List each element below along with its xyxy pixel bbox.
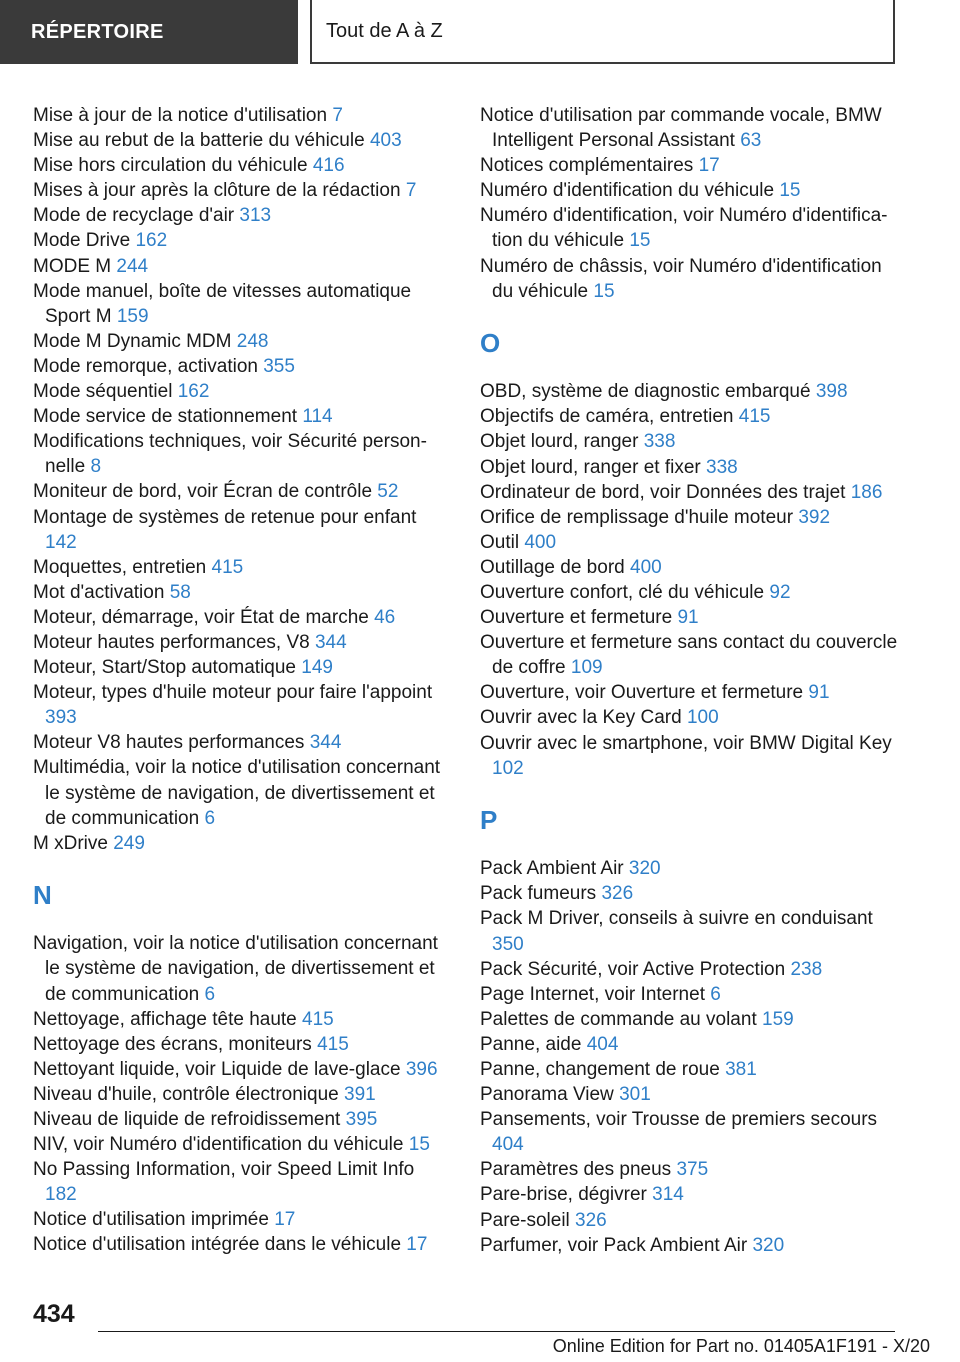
index-entry (33, 479, 448, 504)
index-entry-text: Outil (480, 531, 520, 553)
index-entry (480, 731, 900, 781)
index-entry-text: Pack fumeurs (480, 883, 597, 905)
section-tab: RÉPERTOIRE (0, 0, 298, 64)
page-reference-link[interactable]: 396 (405, 1058, 438, 1080)
index-entry-text: Pack Ambient Air (480, 858, 624, 880)
index-entry (33, 329, 448, 354)
index-entry (33, 680, 448, 730)
page-reference-link[interactable]: 404 (492, 1134, 524, 1156)
index-entry (33, 831, 448, 856)
page-reference-link[interactable]: 400 (630, 556, 662, 578)
index-entry (480, 1057, 900, 1082)
index-entry (33, 931, 448, 1006)
page-reference-link[interactable]: 326 (601, 883, 634, 905)
page-reference-link[interactable]: 17 (274, 1209, 296, 1231)
index-entry-text: Notice d'utilisation intégrée dans le véhicule (33, 1234, 402, 1256)
index-entry-text: No Passing Information, voir Speed Limit Info (33, 1159, 415, 1181)
index-entry (33, 1007, 448, 1032)
index-entry-text: Modifications techniques, voir Sécurité personnelle (33, 431, 427, 478)
page-reference-link[interactable]: 162 (177, 381, 210, 403)
index-entry-text: Panorama View (480, 1084, 614, 1106)
index-entry-text: Mise à jour de la notice d'utilisation (33, 105, 328, 126)
index-entry-text: Mise au rebut de la batterie du véhicule (33, 130, 365, 152)
index-entry (33, 755, 448, 830)
page-reference-link[interactable]: 415 (302, 1008, 334, 1030)
page-reference-link[interactable]: 375 (676, 1159, 709, 1181)
chapter-title: Tout de A à Z (310, 0, 895, 64)
page-reference-link[interactable]: 244 (116, 255, 149, 277)
index-entry-text: Nettoyant liquide, voir Liquide de lave-glace (33, 1058, 401, 1080)
index-entry (480, 1082, 900, 1107)
index-entry-text: Multimédia, voir la notice d'utilisation concernant le système de navigation, de divertissement et de communication (33, 757, 441, 829)
page-reference-link[interactable]: 338 (643, 431, 676, 453)
index-entry (480, 1032, 900, 1057)
index-entry (480, 957, 900, 982)
index-entry-text: MODE M (33, 255, 112, 277)
index-entry (480, 505, 900, 530)
index-entry-text: Moteur, démarrage, voir État de marche (33, 606, 369, 628)
page-reference-link[interactable]: 6 (710, 983, 721, 1005)
index-entry (33, 730, 448, 755)
index-letter-heading: P (480, 804, 498, 835)
index-entry-text: Nettoyage des écrans, moniteurs (33, 1033, 312, 1055)
index-entry-text: Ouvrir avec la Key Card (480, 707, 682, 729)
page-reference-link[interactable]: 320 (628, 858, 661, 880)
index-entry (33, 1082, 448, 1107)
index-entry-text: Mode M Dynamic MDM (33, 330, 232, 352)
index-entry (33, 580, 448, 605)
index-entry (480, 856, 900, 881)
index-entry (33, 555, 448, 580)
index-entry (480, 1107, 900, 1157)
index-entry-text: Moteur hautes performances, V8 (33, 631, 310, 653)
index-entry-text: Pansements, voir Trousse de premiers secours (480, 1109, 878, 1131)
index-entry-text: Panne, aide (480, 1033, 582, 1055)
index-entry-text: Ouverture et fermeture sans contact du couvercle de coffre (480, 632, 898, 679)
index-entry-text: Notice d'utilisation imprimée (33, 1209, 269, 1231)
index-entry-text: Ordinateur de bord, voir Données des trajet (480, 481, 846, 503)
index-entry-text: Moniteur de bord, voir Écran de contrôle (33, 481, 373, 503)
page-reference-link[interactable]: 320 (752, 1234, 785, 1256)
page-header (0, 0, 960, 66)
index-entry (33, 605, 448, 630)
index-entry (480, 254, 900, 304)
page-reference-link[interactable]: 100 (686, 707, 719, 729)
index-entry-text: Niveau de liquide de refroidissement (33, 1108, 341, 1130)
index-entry (480, 630, 900, 680)
index-entry (33, 1207, 448, 1232)
page-reference-link[interactable]: 249 (113, 832, 145, 854)
index-entry (480, 881, 900, 906)
page-reference-link[interactable]: 186 (850, 481, 883, 503)
page-reference-link[interactable]: 7 (405, 180, 417, 202)
index-entry-text: OBD, système de diagnostic embarqué (480, 381, 811, 403)
index-entry (480, 379, 900, 404)
page-reference-link[interactable]: 102 (492, 757, 524, 779)
page-reference-link[interactable]: 159 (116, 305, 149, 327)
page-reference-link[interactable]: 52 (377, 481, 399, 503)
page-reference-link[interactable]: 416 (312, 155, 345, 177)
index-entry-text: Navigation, voir la notice d'utilisation concernant le système de navigation, de divertissement et de communication (33, 933, 438, 1005)
page-reference-link[interactable]: 8 (90, 456, 102, 478)
page-reference-link[interactable]: 63 (740, 130, 762, 152)
page-reference-link[interactable]: 355 (263, 355, 295, 377)
index-entry (480, 705, 900, 730)
index-entry (33, 153, 448, 178)
index-entry-text: Moquettes, entretien (33, 556, 207, 578)
index-entry (33, 1132, 448, 1157)
index-entry (33, 178, 448, 203)
index-entry-text: Notices complémentaires (480, 155, 694, 177)
index-entry (480, 178, 900, 203)
index-entry-text: Objet lourd, ranger (480, 431, 639, 453)
page-reference-link[interactable]: 344 (309, 732, 342, 754)
index-entry (33, 228, 448, 253)
index-entry-text: Mise hors circulation du véhicule (33, 155, 308, 177)
index-entry (33, 630, 448, 655)
index-entry (33, 254, 448, 279)
index-entry-text: Panne, changement de roue (480, 1059, 720, 1080)
index-entry (33, 429, 448, 479)
index-entry-text: Palettes de commande au volant (480, 1008, 757, 1030)
index-entry (480, 530, 900, 555)
index-entry-text: Pack Sécurité, voir Active Protection (480, 958, 786, 980)
index-entry (33, 103, 448, 128)
index-entry (480, 455, 900, 480)
index-entry (480, 982, 900, 1007)
page-reference-link[interactable]: 395 (345, 1108, 378, 1130)
page-reference-link[interactable]: 58 (169, 581, 191, 603)
page-reference-link[interactable]: 159 (762, 1008, 794, 1030)
index-entry-text: Moteur V8 hautes performances (33, 732, 305, 754)
index-entry (480, 605, 900, 630)
index-letter-heading: N (33, 879, 52, 910)
index-entry (480, 1157, 900, 1182)
index-column-left (33, 103, 448, 1258)
index-entry-text: Objet lourd, ranger et fixer (480, 456, 701, 478)
edition-note: Online Edition for Part no. 01405A1F191 - X/20 (552, 1336, 930, 1356)
index-entry-text: Numéro de châssis, voir Numéro d'identification du véhicule (480, 255, 882, 302)
index-entry (33, 404, 448, 429)
index-entry-text: Montage de systèmes de retenue pour enfant (33, 506, 417, 528)
index-entry (33, 203, 448, 228)
page-reference-link[interactable]: 91 (677, 607, 699, 629)
index-entry-text: NIV, voir Numéro d'identification du véhicule (33, 1134, 404, 1156)
page-reference-link[interactable]: 149 (301, 657, 333, 679)
index-entry (33, 505, 448, 555)
index-entry-text: M xDrive (33, 832, 108, 854)
index-entry (480, 1007, 900, 1032)
page-reference-link[interactable]: 391 (344, 1083, 376, 1105)
page-reference-link[interactable]: 392 (798, 506, 831, 528)
page-reference-link[interactable]: 393 (45, 707, 77, 729)
index-column-right (480, 103, 900, 1258)
page-number: 434 (33, 1300, 75, 1328)
index-entry-text: Mode remorque, activation (33, 355, 258, 377)
page-reference-link[interactable]: 6 (204, 807, 216, 829)
index-entry (33, 655, 448, 680)
index-entry (480, 429, 900, 454)
index-entry (480, 680, 900, 705)
index-entry-text: Orifice de remplissage d'huile moteur (480, 506, 794, 528)
page-reference-link[interactable]: 7 (332, 105, 343, 126)
page-reference-link[interactable]: 248 (236, 330, 269, 352)
page-reference-link[interactable]: 238 (790, 958, 823, 980)
page-reference-link[interactable]: 415 (211, 556, 244, 578)
page-reference-link[interactable]: 6 (204, 983, 216, 1005)
page-reference-link[interactable]: 350 (492, 933, 524, 955)
index-entry-text: Objectifs de caméra, entretien (480, 406, 734, 428)
index-entry-text: Moteur, Start/Stop automatique (33, 657, 296, 679)
page-reference-link[interactable]: 313 (239, 205, 272, 227)
index-entry-text: Notice d'utilisation par commande vocale, BMW Intelligent Personal Assistant (480, 105, 882, 152)
page-reference-link[interactable]: 415 (317, 1033, 349, 1055)
index-entry (480, 906, 900, 956)
page-reference-link[interactable]: 142 (45, 531, 77, 553)
page-reference-link[interactable]: 15 (779, 180, 801, 202)
page-reference-link[interactable]: 344 (314, 631, 347, 653)
index-entry-text: Mode séquentiel (33, 381, 173, 403)
index-entry (480, 1233, 900, 1258)
index-entry-text: Mode de recyclage d'air (33, 205, 235, 227)
index-entry-text: Pare-brise, dégivrer (480, 1184, 647, 1206)
page-reference-link[interactable]: 404 (586, 1033, 619, 1055)
index-entry (33, 379, 448, 404)
index-entry (480, 404, 900, 429)
index-entry-text: Niveau d'huile, contrôle électronique (33, 1083, 339, 1105)
index-entry (480, 480, 900, 505)
page-reference-link[interactable]: 15 (593, 280, 615, 302)
index-entry-text: Ouvrir avec le smartphone, voir BMW Digital Key (480, 732, 892, 754)
index-entry-text: Mises à jour après la clôture de la rédaction (33, 180, 401, 202)
index-entry (480, 103, 900, 153)
page-reference-link[interactable]: 109 (570, 657, 603, 679)
page-reference-link[interactable]: 381 (725, 1059, 757, 1080)
index-entry (480, 203, 900, 253)
index-entry-text: Ouverture, voir Ouverture et fermeture (480, 682, 804, 704)
index-entry (33, 1107, 448, 1132)
page-reference-link[interactable]: 415 (738, 406, 771, 428)
page-reference-link[interactable]: 114 (302, 406, 333, 428)
index-entry (480, 1208, 900, 1233)
page-reference-link[interactable]: 162 (135, 230, 168, 252)
page-reference-link[interactable]: 17 (406, 1234, 428, 1256)
page-reference-link[interactable]: 92 (769, 582, 791, 603)
index-entry-text: Outillage de bord (480, 556, 625, 578)
footer-divider (98, 1331, 895, 1332)
page-reference-link[interactable]: 17 (698, 155, 720, 177)
index-entry-text: Nettoyage, affichage tête haute (33, 1008, 297, 1030)
index-entry-text: Pare-soleil (480, 1209, 570, 1231)
page-reference-link[interactable]: 91 (808, 682, 830, 704)
index-entry (33, 279, 448, 329)
page-reference-link[interactable]: 338 (706, 456, 738, 478)
index-entry-text: Mode Drive (33, 230, 131, 252)
page-reference-link[interactable]: 15 (408, 1134, 430, 1156)
page-reference-link[interactable]: 314 (652, 1184, 684, 1206)
index-entry (480, 153, 900, 178)
index-entry (33, 128, 448, 153)
index-entry (480, 555, 900, 580)
index-entry-text: Page Internet, voir Internet (480, 983, 705, 1005)
index-entry (33, 354, 448, 379)
page-reference-link[interactable]: 400 (524, 531, 557, 553)
index-entry-text: Parfumer, voir Pack Ambient Air (480, 1234, 748, 1256)
page-reference-link[interactable]: 403 (369, 130, 402, 152)
index-entry-text: Numéro d'identification du véhicule (480, 180, 775, 202)
page-reference-link[interactable]: 15 (629, 230, 651, 252)
index-entry-text: Paramètres des pneus (480, 1159, 672, 1181)
page-reference-link[interactable]: 301 (619, 1084, 651, 1106)
index-entry (33, 1032, 448, 1057)
index-entry (480, 1182, 900, 1207)
index-entry (33, 1232, 448, 1257)
index-entry-text: Mode manuel, boîte de vitesses automatique Sport M (33, 280, 412, 327)
index-entry-text: Moteur, types d'huile moteur pour faire l'appoint (33, 682, 433, 704)
index-entry-text: Numéro d'identification, voir Numéro d'identification du véhicule (480, 205, 888, 252)
page-reference-link[interactable]: 326 (575, 1209, 607, 1231)
index-entry (33, 1157, 448, 1207)
index-entry-text: Ouverture confort, clé du véhicule (480, 582, 765, 603)
index-entry (480, 580, 900, 605)
index-entry-text: Ouverture et fermeture (480, 607, 673, 629)
page-reference-link[interactable]: 182 (45, 1184, 77, 1206)
page-reference-link[interactable]: 398 (815, 381, 848, 403)
index-entry-text: Mot d'activation (33, 581, 165, 603)
index-letter-heading: O (480, 327, 501, 358)
index-entry-text: Mode service de stationnement (33, 406, 298, 428)
page-reference-link[interactable]: 46 (374, 606, 396, 628)
index-entry-text: Pack M Driver, conseils à suivre en conduisant (480, 908, 873, 930)
index-entry (33, 1057, 448, 1082)
